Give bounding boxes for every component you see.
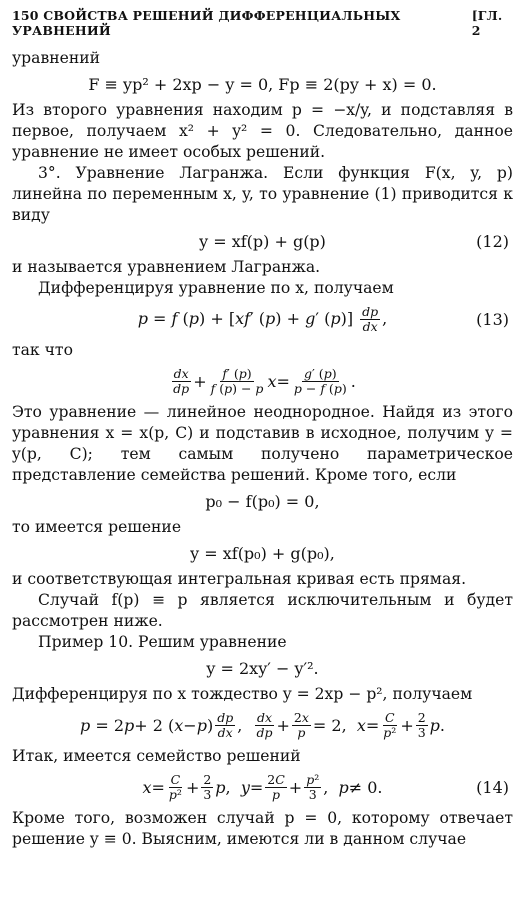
paragraph: Из второго уравнения находим p = −x/y, и подставляя в первое, получаем x² + y² = 0. Следовательно, данное уравнение не имеет особых решений. bbox=[12, 101, 513, 161]
text-line: уравнений bbox=[12, 49, 101, 67]
header-chapter: [ГЛ. 2 bbox=[471, 8, 503, 38]
paragraph: так что bbox=[12, 341, 73, 359]
formula-p0: p₀ − f(p₀) = 0, bbox=[205, 492, 320, 511]
paragraph-lagrange: 3°. Уравнение Лагранжа. Если функция F(x, y, p) линейна по переменным x, y, то уравнение (1) приводится к виду bbox=[12, 164, 513, 224]
running-header bbox=[12, 8, 513, 38]
eq-number: (13) bbox=[476, 310, 509, 329]
paragraph: Итак, имеется семейство решений bbox=[12, 747, 301, 765]
formula-solution: y = xf(p₀) + g(p₀), bbox=[190, 544, 335, 563]
eq-number: (14) bbox=[476, 778, 509, 797]
formula-F: F ≡ yp² + 2xp − y = 0, Fp ≡ 2(py + x) = 0. bbox=[88, 75, 437, 94]
eq-number: (12) bbox=[476, 232, 509, 251]
formula-12 bbox=[12, 232, 513, 251]
formula-differentiated: p = 2 p + 2 ( x − p ) $\frac{dp}{dx}$ , $\frac{dx}{dp}$ + $\frac{2x}{p}$ = 2, x = $\frac{C}{\text{p²}}$ + $\frac{2}{3}$ p . bbox=[79, 710, 446, 740]
formula-13: p = f (p) + [xf′ (p) + g′ (p)] $\frac{dp}{dx}$ , (13) bbox=[137, 304, 509, 334]
paragraph: Случай f(p) ≡ p является исключительным и будет рассмотрен ниже. bbox=[12, 591, 513, 630]
example-heading: Пример 10. Решим уравнение bbox=[38, 633, 287, 651]
paragraph: Дифференцируя по x тождество y = 2xp − p², получаем bbox=[12, 685, 473, 703]
paragraph: то имеется решение bbox=[12, 518, 182, 536]
header-title: СВОЙСТВА РЕШЕНИЙ ДИФФЕРЕНЦИАЛЬНЫХ УРАВНЕНИЙ bbox=[12, 8, 401, 38]
formula-14: x = $\frac{C}{\text{p²}}$ + $\frac{2}{3}$ p , y = $\frac{2C}{p}$ + $\frac{\text{p²}}{3}$ , p ≠ 0. (14) bbox=[142, 772, 509, 802]
formula-ode: $\frac{dx}{dp}$ + $\frac{f' (p)}{f (p) - p}$ x = $\frac{g' (p)}{p - f (p)}$ . bbox=[173, 366, 356, 396]
formula-body: y = xf(p) + g(p) bbox=[199, 232, 326, 251]
paragraph: и называется уравнением Лагранжа. bbox=[12, 258, 321, 276]
paragraph: Дифференцируя уравнение по x, получаем bbox=[38, 279, 394, 297]
paragraph: Это уравнение — линейное неоднородное. Найдя из этого уравнения x = x(p, C) и подставив в исходное, получим y = y(p, C); тем самым получено параметрическое представление семейства решений. Кроме того, если bbox=[12, 403, 513, 484]
paragraph: и соответствующая интегральная кривая есть прямая. bbox=[12, 570, 467, 588]
formula-example: y = 2xy′ − y′². bbox=[206, 659, 319, 678]
paragraph: Кроме того, возможен случай p = 0, которому отвечает решение y ≡ 0. Выясним, имеются ли в данном случае bbox=[12, 809, 513, 848]
page-number: 150 bbox=[12, 8, 39, 23]
